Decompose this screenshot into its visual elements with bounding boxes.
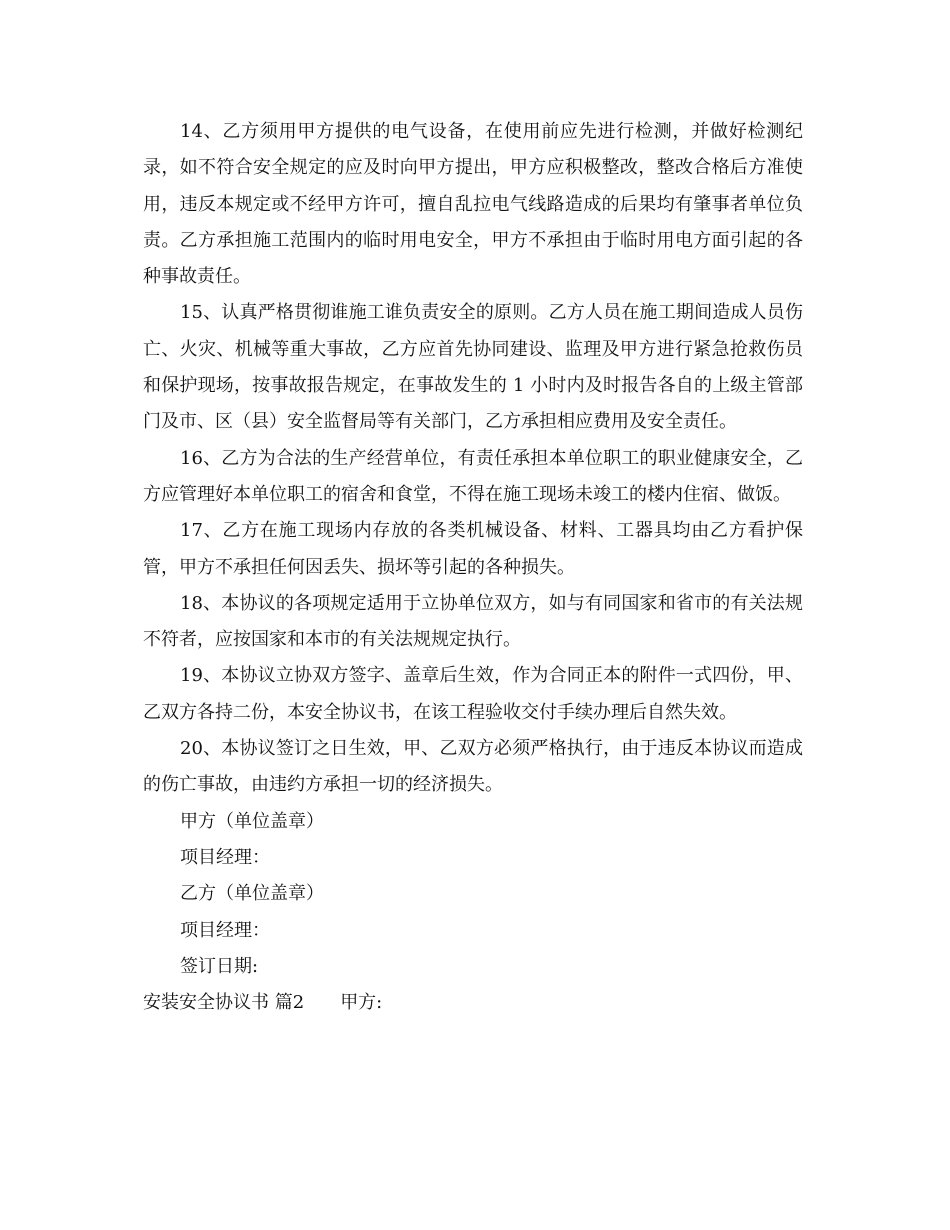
next-section-title: 安装安全协议书 篇2 xyxy=(143,992,305,1014)
clause-17: 17、乙方在施工现场内存放的各类机械设备、材料、工器具均由乙方看护保管，甲方不承担任何因丢失、损坏等引起的各种损失。 xyxy=(143,520,803,578)
party-b-seal: 乙方（单位盖章） xyxy=(180,883,324,905)
clause-16: 16、乙方为合法的生产经营单位，有责任承担本单位职工的职业健康安全，乙方应管理好本单位职工的宿舍和食堂，不得在施工现场未竣工的楼内住宿、做饭。 xyxy=(143,447,803,505)
party-a-seal: 甲方（单位盖章） xyxy=(180,810,324,832)
party-a-manager: 项目经理： xyxy=(180,846,270,868)
document-body xyxy=(143,114,803,1021)
clause-19: 19、本协议立协双方签字、盖章后生效，作为合同正本的附件一式四份，甲、乙双方各持二份，本安全协议书，在该工程验收交付手续办理后自然失效。 xyxy=(143,665,803,723)
next-section-party-a: 甲方: xyxy=(340,992,383,1014)
party-b-manager: 项目经理： xyxy=(180,919,270,941)
next-section-line xyxy=(143,985,803,1021)
clause-15: 15、认真严格贯彻谁施工谁负责安全的原则。乙方人员在施工期间造成人员伤亡、火灾、机械等重大事故，乙方应首先协同建设、监理及甲方进行紧急抢救伤员和保护现场，按事故报告规定，在事故发生的 1 小时内及时报告各自的上级主管部门及市、区（县）安全监督局等有关部门，乙方承担相应费用及安全责任。 xyxy=(143,302,803,433)
clause-18: 18、本协议的各项规定适用于立协单位双方，如与有同国家和省市的有关法规不符者，应按国家和本市的有关法规规定执行。 xyxy=(143,592,803,651)
sign-date: 签订日期: xyxy=(180,955,259,977)
clause-14: 14、乙方须用甲方提供的电气设备，在使用前应先进行检测，并做好检测纪录，如不符合安全规定的应及时向甲方提出，甲方应积极整改，整改合格后方准使用，违反本规定或不经甲方许可，擅自乱拉电气线路造成的后果均有肇事者单位负责。乙方承担施工范围内的临时用电安全，甲方不承担由于临时用电方面引起的各种事故责任。 xyxy=(143,121,803,288)
clause-20: 20、本协议签订之日生效，甲、乙双方必须严格执行，由于违反本协议而造成的伤亡事故，由违约方承担一切的经济损失。 xyxy=(143,738,803,796)
